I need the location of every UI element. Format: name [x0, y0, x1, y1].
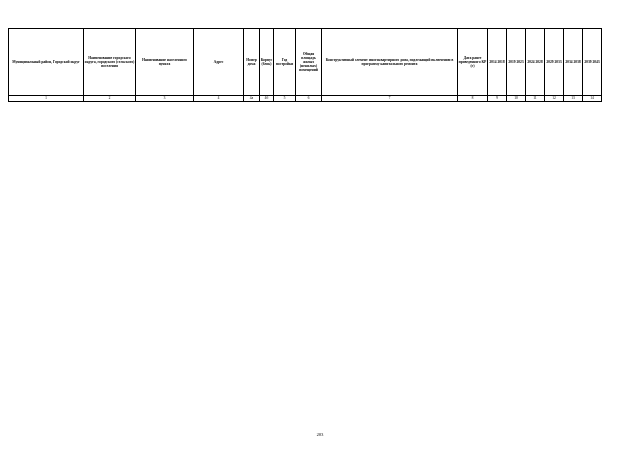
- column-number: 5: [274, 96, 296, 102]
- header-block: Корпус (блок): [260, 29, 274, 96]
- column-number: 2: [84, 96, 136, 102]
- header-district: Муниципальный район, Городской округ: [9, 29, 84, 96]
- header-period-2: 2019 2023: [507, 29, 526, 96]
- column-number: 8: [458, 96, 488, 102]
- column-number: 6: [296, 96, 322, 102]
- header-house-number: Номер дома: [244, 29, 260, 96]
- repair-program-table: [8, 28, 602, 102]
- header-prev-repair-date: Дата ранее проведенного КР (г): [458, 29, 488, 96]
- header-period-6: 2039 2043: [583, 29, 602, 96]
- column-number: 14: [583, 96, 602, 102]
- header-period-4: 2029 2033: [545, 29, 564, 96]
- header-period-1: 2014 2018: [488, 29, 507, 96]
- page-number: 203: [316, 432, 324, 437]
- column-number: 12: [545, 96, 564, 102]
- header-settlement: Наименование городского округа, городского (сельского) поселения: [84, 29, 136, 96]
- column-number: 3: [136, 96, 194, 102]
- column-number: 13: [564, 96, 583, 102]
- column-number-row: [9, 96, 602, 102]
- column-number: 9: [488, 96, 507, 102]
- column-number: 1: [9, 96, 84, 102]
- header-locality: Наименование населенного пункта: [136, 29, 194, 96]
- header-element: Конструктивный элемент многоквартирного дома, подлежащий включению в программу капитального ремонта: [322, 29, 458, 96]
- column-number: 11: [526, 96, 545, 102]
- column-number: 10: [507, 96, 526, 102]
- header-period-5: 2034 2038: [564, 29, 583, 96]
- header-row: [9, 29, 602, 96]
- header-period-3: 2024 2028: [526, 29, 545, 96]
- column-number: 7: [322, 96, 458, 102]
- header-area: Общая площадь жилых (нежилых) помещений: [296, 29, 322, 96]
- column-number: 4б: [260, 96, 274, 102]
- header-address: Адрес: [194, 29, 244, 96]
- column-number: 4: [194, 96, 244, 102]
- document-page: [8, 28, 602, 102]
- column-number: 4а: [244, 96, 260, 102]
- header-year-built: Год постройки: [274, 29, 296, 96]
